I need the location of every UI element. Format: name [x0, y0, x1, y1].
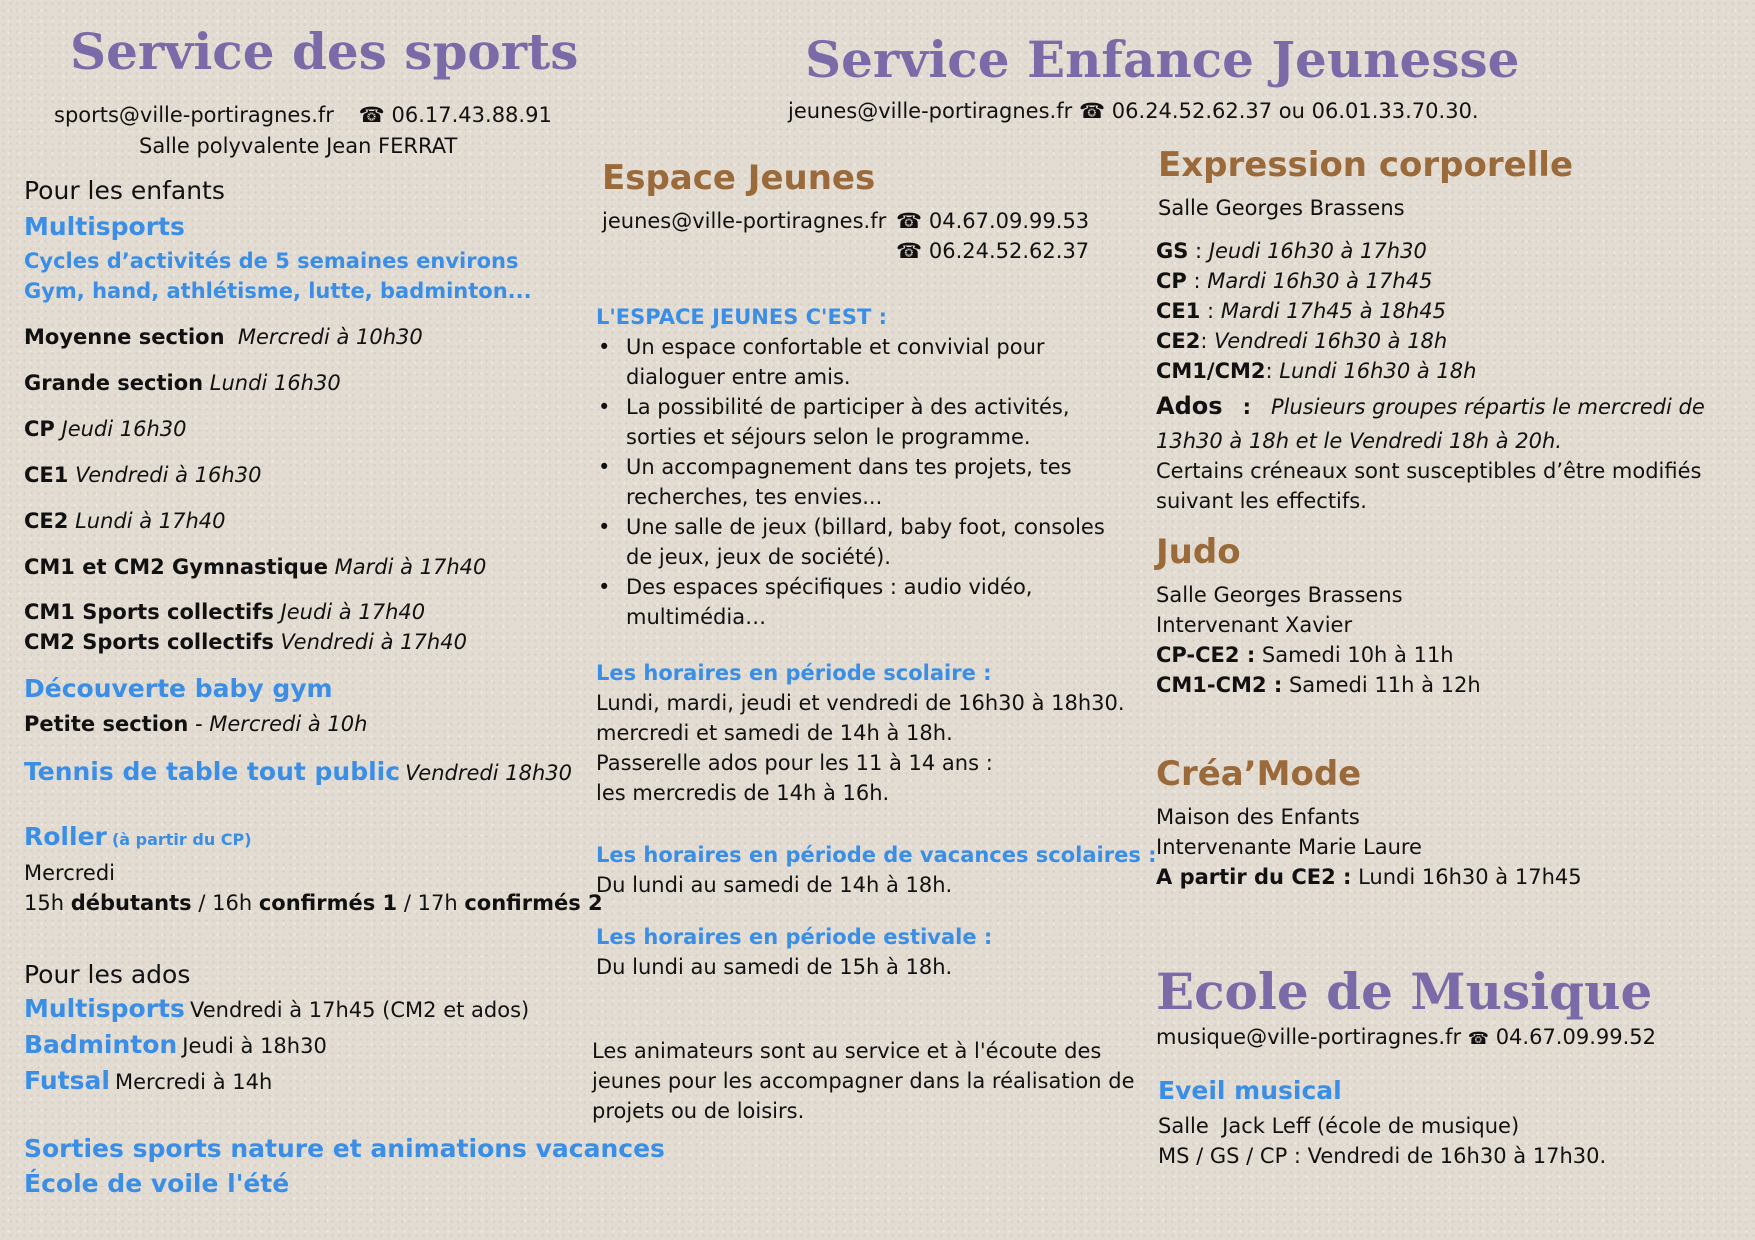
espace-phone-2: ☎ 06.24.52.62.37: [896, 239, 1090, 263]
sports-venue: Salle polyvalente Jean FERRAT: [139, 134, 458, 158]
sports-footer-2: École de voile l'été: [24, 1169, 290, 1198]
eveil-title: Eveil musical: [1158, 1076, 1342, 1105]
schedule-row: CP-CE2 : Samedi 10h à 11h: [1156, 643, 1454, 667]
schedule-row: CM1 Sports collectifs Jeudi à 17h40: [24, 600, 426, 624]
scolaire-line: les mercredis de 14h à 16h.: [596, 781, 890, 805]
schedule-row: CM1-CM2 : Samedi 11h à 12h: [1156, 673, 1481, 697]
ados-heading: Pour les ados: [24, 960, 191, 989]
schedule-row: CE1 Vendredi à 16h30: [24, 463, 262, 487]
expression-ados-line2: 13h30 à 18h et le Vendredi 18h à 20h.: [1156, 429, 1562, 453]
jeunesse-email[interactable]: jeunes@ville-portiragnes.fr: [788, 99, 1073, 123]
kids-heading: Pour les enfants: [24, 176, 225, 205]
schedule-row: CP : Mardi 16h30 à 17h45: [1156, 269, 1433, 293]
expression-title: Expression corporelle: [1158, 145, 1574, 185]
expression-note: Certains créneaux sont susceptibles d’être modifiés: [1156, 459, 1702, 483]
espace-bullets: [596, 332, 1131, 632]
multisports-line1: Cycles d’activités de 5 semaines environs: [24, 249, 519, 273]
schedule-row: Grande section Lundi 16h30: [24, 371, 341, 395]
multisports-line2: Gym, hand, athlétisme, lutte, badminton...: [24, 279, 532, 303]
espace-email[interactable]: jeunes@ville-portiragnes.fr: [602, 209, 887, 233]
sports-footer-1: Sorties sports nature et animations vacances: [24, 1134, 665, 1163]
sports-phone[interactable]: 06.17.43.88.91: [391, 103, 552, 127]
musique-venue: Salle Jack Leff (école de musique): [1158, 1114, 1520, 1138]
expression-note: suivant les effectifs.: [1156, 489, 1367, 513]
ados-row: Futsal Mercredi à 14h: [24, 1066, 273, 1095]
phone-icon: ☎: [896, 209, 923, 233]
judo-title: Judo: [1156, 532, 1241, 572]
list-item: • Un espace confortable et convivial pour dialoguer entre amis.: [596, 332, 1131, 392]
schedule-row: CM2 Sports collectifs Vendredi à 17h40: [24, 630, 467, 654]
scolaire-line: Passerelle ados pour les 11 à 14 ans :: [596, 751, 993, 775]
scolaire-line: mercredi et samedi de 14h à 18h.: [596, 721, 953, 745]
judo-venue: Salle Georges Brassens: [1156, 583, 1403, 607]
schedule-row: CM1 et CM2 Gymnastique Mardi à 17h40: [24, 555, 487, 579]
sports-title: Service des sports: [70, 22, 579, 81]
list-item: • Un accompagnement dans tes projets, tes recherches, tes envies...: [596, 452, 1131, 512]
espace-title: Espace Jeunes: [602, 158, 876, 198]
schedule-row: CE1 : Mardi 17h45 à 18h45: [1156, 299, 1446, 323]
jeunesse-phones[interactable]: 06.24.52.62.37 ou 06.01.33.70.30.: [1111, 99, 1479, 123]
espace-cest: L'ESPACE JEUNES C'EST :: [596, 305, 887, 329]
espace-phone-1: ☎ 04.67.09.99.53: [896, 209, 1090, 233]
list-item: • Une salle de jeux (billard, baby foot, consoles de jeux, jeux de société).: [596, 512, 1131, 572]
closing-line: jeunes pour les accompagner dans la réalisation de: [592, 1069, 1135, 1093]
multisports-title: Multisports: [24, 212, 185, 241]
creamode-title: Créa’Mode: [1156, 754, 1362, 794]
sports-email[interactable]: sports@ville-portiragnes.fr: [54, 103, 334, 127]
schedule-row: Moyenne section Mercredi à 10h30: [24, 325, 423, 349]
list-item: • La possibilité de participer à des activités, sorties et séjours selon le programme.: [596, 392, 1131, 452]
musique-title: Ecole de Musique: [1156, 962, 1653, 1021]
musique-schedule: MS / GS / CP : Vendredi de 16h30 à 17h30.: [1158, 1144, 1607, 1168]
roller-day: Mercredi: [24, 861, 116, 885]
expression-venue: Salle Georges Brassens: [1158, 196, 1405, 220]
schedule-row: GS : Jeudi 16h30 à 17h30: [1156, 239, 1427, 263]
estivale-line: Du lundi au samedi de 15h à 18h.: [596, 955, 953, 979]
roller-row: Roller (à partir du CP): [24, 822, 252, 851]
vacances-title: Les horaires en période de vacances scolaires :: [596, 843, 1157, 867]
tennis-row: Tennis de table tout public Vendredi 18h30: [24, 757, 572, 786]
schedule-row: CM1/CM2: Lundi 16h30 à 18h: [1156, 359, 1477, 383]
babygym-title: Découverte baby gym: [24, 674, 333, 703]
scolaire-line: Lundi, mardi, jeudi et vendredi de 16h30 à 18h30.: [596, 691, 1125, 715]
ados-row: Badminton Jeudi à 18h30: [24, 1030, 327, 1059]
musique-contact: [1156, 1022, 1656, 1054]
closing-line: Les animateurs sont au service et à l'écoute des: [592, 1039, 1102, 1063]
jeunesse-title: Service Enfance Jeunesse: [805, 30, 1520, 89]
creamode-venue: Maison des Enfants: [1156, 805, 1360, 829]
phone-icon: ☎: [1078, 99, 1106, 123]
vacances-line: Du lundi au samedi de 14h à 18h.: [596, 873, 953, 897]
babygym-row: Petite section - Mercredi à 10h: [24, 712, 368, 736]
phone-icon: ☎: [896, 239, 923, 263]
sports-contact: [54, 100, 552, 130]
musique-email[interactable]: musique@ville-portiragnes.fr: [1156, 1025, 1462, 1049]
schedule-row: CP Jeudi 16h30: [24, 417, 187, 441]
list-item: • Des espaces spécifiques : audio vidéo, multimédia…: [596, 572, 1131, 632]
schedule-row: A partir du CE2 : Lundi 16h30 à 17h45: [1156, 865, 1582, 889]
estivale-title: Les horaires en période estivale :: [596, 925, 993, 949]
phone-icon: ☎: [1467, 1029, 1489, 1049]
expression-ados: Ados : Plusieurs groupes répartis le mercredi de: [1156, 392, 1705, 420]
phone-icon: ☎: [358, 103, 385, 127]
creamode-teacher: Intervenante Marie Laure: [1156, 835, 1422, 859]
judo-teacher: Intervenant Xavier: [1156, 613, 1353, 637]
schedule-row: CE2 Lundi à 17h40: [24, 509, 226, 533]
musique-phone[interactable]: 04.67.09.99.52: [1495, 1025, 1656, 1049]
ados-row: Multisports Vendredi à 17h45 (CM2 et ados): [24, 994, 530, 1023]
roller-levels: 15h débutants / 16h confirmés 1 / 17h confirmés 2: [24, 891, 603, 915]
scolaire-title: Les horaires en période scolaire :: [596, 661, 992, 685]
jeunesse-contact: [788, 96, 1479, 126]
closing-line: projets ou de loisirs.: [592, 1099, 805, 1123]
schedule-row: CE2: Vendredi 16h30 à 18h: [1156, 329, 1448, 353]
